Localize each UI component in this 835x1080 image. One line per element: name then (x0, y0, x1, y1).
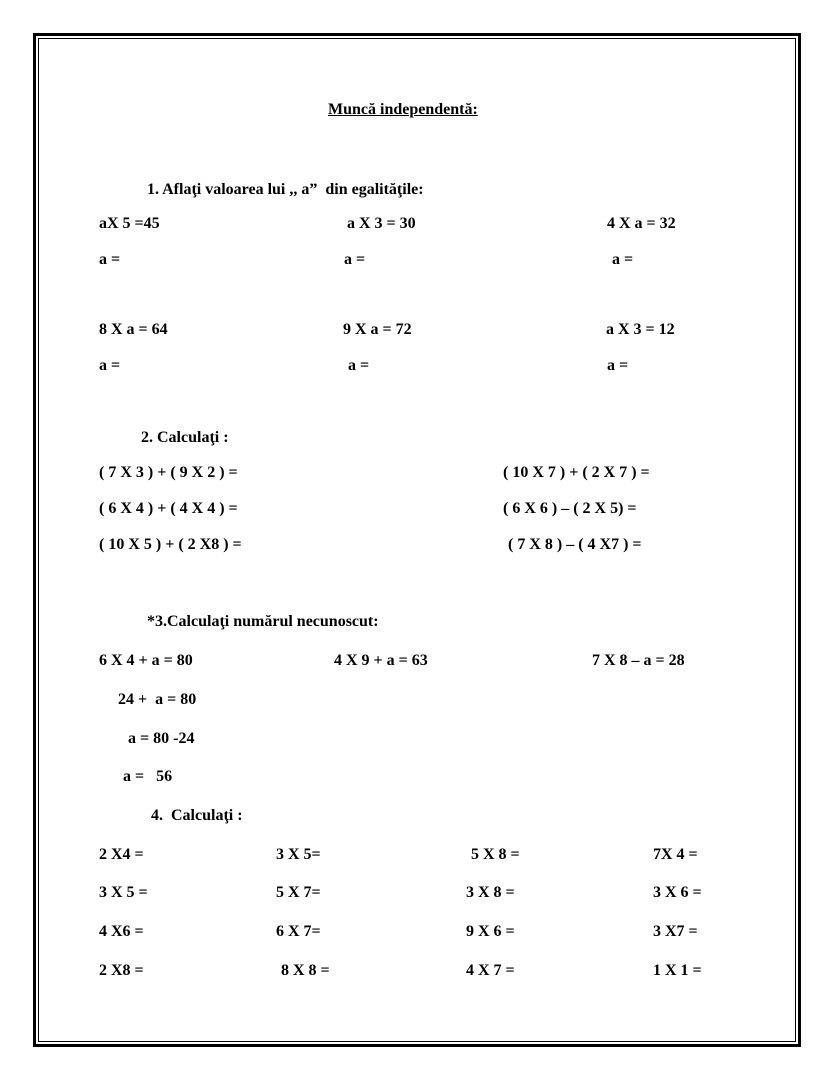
exercise-4-item: 5 X 7= (276, 884, 321, 901)
exercise-2-expression: ( 10 X 5 ) + ( 2 X8 ) = (99, 536, 242, 553)
exercise-4-item: 3 X 5 = (99, 884, 148, 901)
exercise-3-step: 24 + a = 80 (118, 691, 197, 708)
exercise-2-expression: ( 6 X 6 ) – ( 2 X 5) = (503, 500, 637, 517)
exercise-4-item: 3 X 5= (276, 846, 321, 863)
exercise-4-item: 2 X4 = (99, 846, 144, 863)
exercise-3-step: a = 80 -24 (128, 730, 195, 747)
exercise-1-answer: a = (99, 357, 121, 374)
exercise-2-expression: ( 7 X 3 ) + ( 9 X 2 ) = (99, 464, 238, 481)
exercise-1-answer: a = (344, 251, 366, 268)
exercise-1-equation: aX 5 =45 (99, 215, 160, 232)
exercise-2-expression: ( 10 X 7 ) + ( 2 X 7 ) = (503, 464, 650, 481)
exercise-4-item: 3 X7 = (653, 923, 698, 940)
exercise-4-item: 4 X 7 = (466, 962, 515, 979)
exercise-3-step: a = 56 (123, 768, 173, 785)
exercise-1-answer: a = (612, 251, 634, 268)
exercise-4-item: 7X 4 = (653, 846, 698, 863)
exercise-1-answer: a = (99, 251, 121, 268)
exercise-1-answer: a = (607, 357, 629, 374)
exercise-4-heading: 4. Calculaţi : (151, 807, 243, 824)
exercise-4-item: 6 X 7= (276, 923, 321, 940)
exercise-4-item: 3 X 6 = (653, 884, 702, 901)
exercise-3-problem: 7 X 8 – a = 28 (592, 652, 685, 669)
exercise-1-equation: a X 3 = 30 (347, 215, 416, 232)
exercise-1-equation: 4 X a = 32 (607, 215, 676, 232)
exercise-4-item: 2 X8 = (99, 962, 144, 979)
exercise-4-item: 5 X 8 = (471, 846, 520, 863)
worksheet-title: Muncă independentă: (328, 101, 478, 118)
exercise-2-expression: ( 7 X 8 ) – ( 4 X7 ) = (508, 536, 642, 553)
exercise-3-problem: 4 X 9 + a = 63 (334, 652, 428, 669)
exercise-1-equation: 8 X a = 64 (99, 321, 168, 338)
exercise-3-problem: 6 X 4 + a = 80 (99, 652, 193, 669)
exercise-1-answer: a = (348, 357, 370, 374)
exercise-1-heading: 1. Aflaţi valoarea lui ,, a” din egalităţile: (147, 181, 424, 198)
exercise-1-equation: a X 3 = 12 (606, 321, 675, 338)
exercise-4-item: 1 X 1 = (653, 962, 702, 979)
exercise-2-expression: ( 6 X 4 ) + ( 4 X 4 ) = (99, 500, 238, 517)
exercise-4-item: 4 X6 = (99, 923, 144, 940)
exercise-4-item: 3 X 8 = (466, 884, 515, 901)
exercise-3-heading: *3.Calculaţi numărul necunoscut: (147, 613, 379, 630)
exercise-1-equation: 9 X a = 72 (343, 321, 412, 338)
exercise-4-item: 9 X 6 = (466, 923, 515, 940)
exercise-4-item: 8 X 8 = (281, 962, 330, 979)
exercise-2-heading: 2. Calculaţi : (141, 429, 229, 446)
